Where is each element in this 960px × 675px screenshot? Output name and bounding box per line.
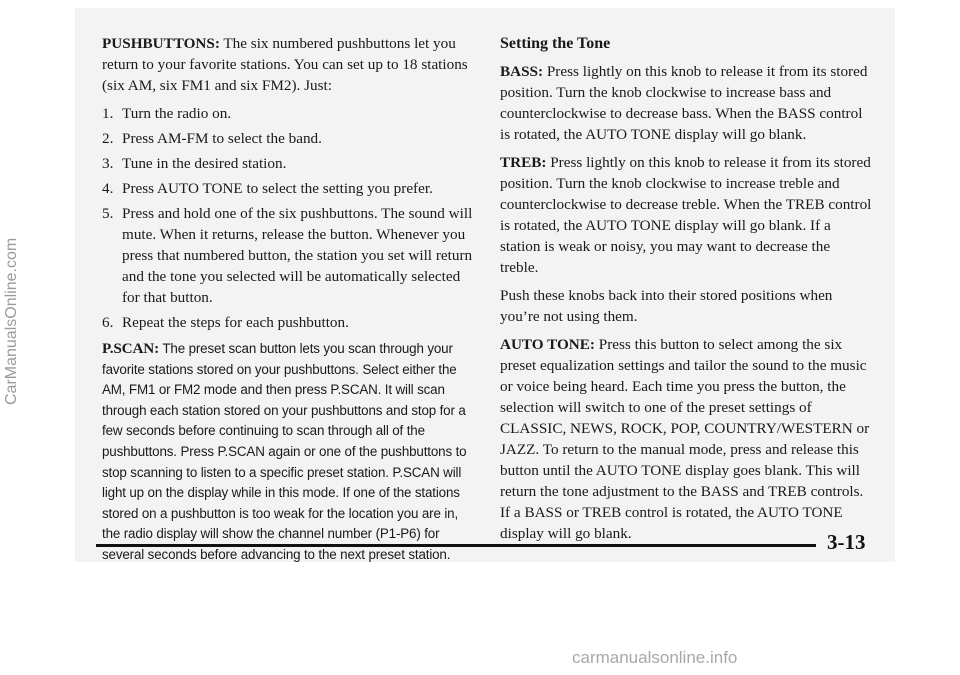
step-5 xyxy=(102,203,478,308)
step-6 xyxy=(102,312,478,333)
auto-tone-text: Press this button to select among the six preset equalization settings and tailor the sound to the music or voice being heard. Each time you press the button, the selection will switch to one of the preset settings of CLASSIC, NEWS, ROCK, POP, COUNTRY/WESTERN or JAZZ. To return to the manual mode, press and release this button until the AUTO TONE display goes blank. This will return the tone adjustment to the BASS and TREB controls. If a BASS or TREB control is rotated, the AUTO TONE display will go blank. xyxy=(500,336,870,542)
step-number: 5. xyxy=(102,205,114,222)
treb-text: Press lightly on this knob to release it from its stored position. Turn the knob clockwise to increase treble and counterclockwise to decrease treble. When the TREB control is rotated, the AUTO TONE display will go blank. If a station is weak or noisy, you may want to decrease the treble. xyxy=(500,154,872,276)
step-text: Tune in the desired station. xyxy=(122,155,287,172)
step-number: 6. xyxy=(102,314,114,331)
pscan-lead: P.SCAN: xyxy=(102,340,160,357)
step-text: Press and hold one of the six pushbuttons. The sound will mute. When it returns, release the button. Whenever you press that numbered button, the station you set will return and the tone you selected will be automatically selected for that button. xyxy=(122,205,473,306)
bottom-watermark: carmanualsonline.info xyxy=(572,648,738,667)
step-text: Press AUTO TONE to select the setting you prefer. xyxy=(122,180,433,197)
pushbuttons-lead: PUSHBUTTONS: xyxy=(102,35,220,52)
page-number: 3-13 xyxy=(827,530,866,554)
treb-lead: TREB: xyxy=(500,154,547,171)
step-number: 3. xyxy=(102,155,114,172)
footer-rule xyxy=(96,544,816,547)
step-number: 4. xyxy=(102,180,114,197)
pscan-text: The preset scan button lets you scan through your favorite stations stored on your pushbuttons. Select either the AM, FM1 or FM2 mode and then press P.SCAN. It will scan through each station stored on your pushbuttons and stop for a few seconds before continuing to scan through all of the pushbuttons. Press P.SCAN again or one of the pushbuttons to stop scanning to listen to a specific preset station. P.SCAN will light up on the display while in this mode. If one of the stations stored on a pushbutton is too weak for the location you are in, the radio display will show the channel number (P1-P6) for several seconds before advancing to the next preset station. xyxy=(102,341,467,562)
step-4 xyxy=(102,178,478,199)
right-column xyxy=(500,33,872,551)
step-text: Turn the radio on. xyxy=(122,105,232,122)
pushbuttons-text: The six numbered pushbuttons let you return to your favorite stations. You can set up to 18 stations (six AM, six FM1 and six FM2). Just: xyxy=(102,35,468,94)
step-number: 2. xyxy=(102,130,114,147)
step-1 xyxy=(102,103,478,124)
step-3 xyxy=(102,153,478,174)
auto-tone-lead: AUTO TONE: xyxy=(500,336,595,353)
step-text: Repeat the steps for each pushbutton. xyxy=(122,314,349,331)
side-watermark: CarManualsOnline.com xyxy=(3,237,20,405)
steps-list xyxy=(102,103,478,333)
step-number: 1. xyxy=(102,105,114,122)
pushbuttons-paragraph xyxy=(102,33,478,96)
push-back-paragraph: Push these knobs back into their stored positions when you’re not using them. xyxy=(500,287,833,325)
left-column xyxy=(102,33,478,573)
bass-lead: BASS: xyxy=(500,63,544,80)
bass-paragraph xyxy=(500,61,872,145)
step-2 xyxy=(102,128,478,149)
pscan-paragraph xyxy=(102,339,478,566)
step-text: Press AM-FM to select the band. xyxy=(122,130,322,147)
bass-text: Press lightly on this knob to release it from its stored position. Turn the knob clockwise to increase bass and counterclockwise to decrease bass. When the BASS control is rotated, the AUTO TONE display will go blank. xyxy=(500,63,868,143)
section-heading: Setting the Tone xyxy=(500,35,611,52)
treb-paragraph xyxy=(500,152,872,278)
auto-tone-paragraph xyxy=(500,334,872,544)
